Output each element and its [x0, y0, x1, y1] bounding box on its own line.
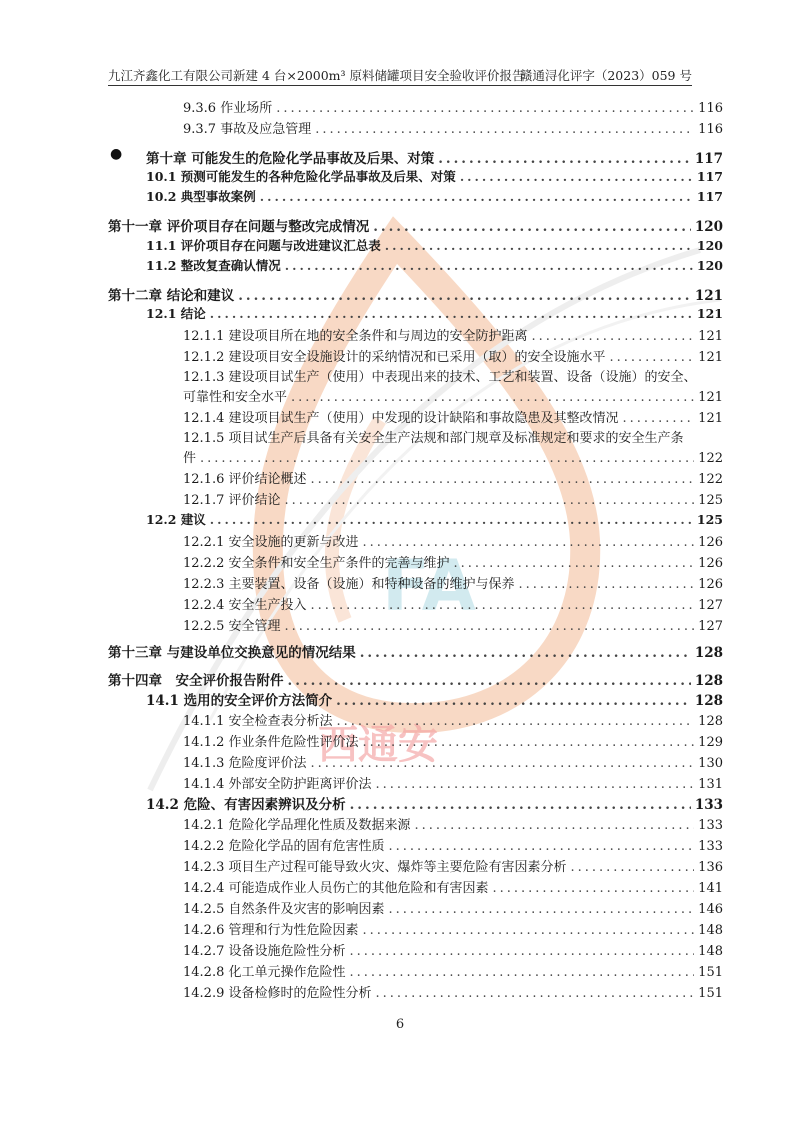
toc-entry-first-line[interactable]: 12.1.5 项目试生产后具备有关安全生产法规和部门规章及标准规定和要求的安全生产条 [183, 431, 684, 446]
toc-entry[interactable]: 14.2 危险、有害因素辨识及分析 ..... 133 [146, 793, 723, 813]
toc-entry[interactable]: 14.2.8 化工单元操作危险性 ..... 151 [183, 961, 723, 980]
toc-entry[interactable]: 14.2.1 危险化学品理化性质及数据来源 ..... 133 [183, 814, 723, 833]
toc-entry[interactable]: 12.1.2 建设项目安全设施设计的采纳情况和已采用（取）的安全设施水平 ..... 121 [183, 346, 723, 365]
toc-entry[interactable]: 12.1.7 评价结论 ..... 125 [183, 489, 723, 508]
toc-entry[interactable]: 12.2.4 安全生产投入 ..... 127 [183, 594, 723, 613]
toc-entry[interactable]: 第十三章 与建设单位交换意见的情况结果 ..... 128 [108, 641, 723, 661]
toc-entry[interactable]: 9.3.7 事故及应急管理 ..... 116 [183, 118, 723, 137]
toc-entry[interactable]: 12.2 建议 ..... 125 [146, 510, 723, 528]
page-number: 6 [395, 1017, 405, 1032]
toc-entry[interactable]: 12.2.1 安全设施的更新与改进 ..... 126 [183, 531, 723, 550]
toc-entry[interactable]: 14.1.3 危险度评价法 ..... 130 [183, 752, 723, 771]
toc-entry[interactable]: 14.1.1 安全检查表分析法 ..... 128 [183, 710, 723, 729]
report-number: 赣通浔化评字（2023）059 号 [519, 68, 692, 83]
toc-entry[interactable]: 12.2.3 主要装置、设备（设施）和特种设备的维护与保养 ..... 126 [183, 573, 723, 592]
toc-entry[interactable]: 14.2.5 自然条件及灾害的影响因素 ..... 146 [183, 898, 723, 917]
toc-entry[interactable]: 第十章 可能发生的危险化学品事故及后果、对策 ..... 117 [146, 147, 723, 167]
toc-entry[interactable]: 12.1.1 建设项目所在地的安全条件和与周边的安全防护距离 ..... 121 [183, 325, 723, 344]
toc-entry[interactable]: 14.2.6 管理和行为性危险因素 ..... 148 [183, 919, 723, 938]
toc-entry[interactable]: 14.1.2 作业条件危险性评价法 ..... 129 [183, 731, 723, 750]
toc-entry[interactable]: 14.2.9 设备检修时的危险性分析 ..... 151 [183, 982, 723, 1001]
toc-entry[interactable]: 11.1 评价项目存在问题与改进建议汇总表 ..... 120 [146, 236, 723, 254]
toc-entry[interactable]: 12.2.2 安全条件和安全生产条件的完善与维护 ..... 126 [183, 552, 723, 571]
toc-entry[interactable]: 14.2.7 设备设施危险性分析 ..... 148 [183, 940, 723, 959]
toc-entry-first-line[interactable]: 12.1.3 建设项目试生产（使用）中表现出来的技术、工艺和装置、设备（设施）的安全、 [183, 370, 697, 385]
bullet-icon: ● [110, 146, 123, 162]
toc-entry[interactable]: 12.1 结论 ..... 121 [146, 304, 723, 322]
watermark-text: 西通安 [318, 722, 438, 768]
toc-entry[interactable]: 11.2 整改复查确认情况 ..... 120 [146, 256, 723, 274]
toc-entry[interactable]: 10.1 预测可能发生的各种危险化学品事故及后果、对策 ..... 117 [146, 167, 723, 185]
toc-entry[interactable]: 10.2 典型事故案例 ..... 117 [146, 187, 723, 205]
toc-entry[interactable]: 可靠性和安全水平 ..... 121 [183, 386, 723, 405]
toc-entry[interactable]: 第十二章 结论和建议 ..... 121 [108, 284, 723, 304]
toc-entry[interactable]: 14.1.4 外部安全防护距离评价法 ..... 131 [183, 773, 723, 792]
toc-entry[interactable]: 第十一章 评价项目存在问题与整改完成情况 ..... 120 [108, 215, 723, 235]
toc-entry[interactable]: 14.2.2 危险化学品的固有危害性质 ..... 133 [183, 835, 723, 854]
toc-entry[interactable]: 14.1 选用的安全评价方法简介 ..... 128 [146, 689, 723, 709]
header-title: 九江齐鑫化工有限公司新建 4 台×2000m³ 原料储罐项目安全验收评价报告 [108, 68, 525, 83]
toc-entry[interactable]: 14.2.3 项目生产过程可能导致火灾、爆炸等主要危险有害因素分析 ..... 136 [183, 856, 723, 875]
toc-entry[interactable]: 12.1.6 评价结论概述 ..... 122 [183, 468, 723, 487]
toc-entry[interactable]: 第十四章 安全评价报告附件 ..... 128 [108, 669, 723, 689]
toc-entry[interactable]: 14.2.4 可能造成作业人员伤亡的其他危险和有害因素 ..... 141 [183, 877, 723, 896]
toc-entry[interactable]: 12.2.5 安全管理 ..... 127 [183, 615, 723, 634]
watermark-letters: FA [382, 545, 476, 627]
toc-entry[interactable]: 件 ..... 122 [183, 447, 723, 466]
page-header [108, 63, 692, 86]
toc-entry[interactable]: 9.3.6 作业场所 ..... 116 [183, 97, 723, 116]
toc-entry[interactable]: 12.1.4 建设项目试生产（使用）中发现的设计缺陷和事故隐患及其整改情况 ..... 121 [183, 407, 723, 426]
